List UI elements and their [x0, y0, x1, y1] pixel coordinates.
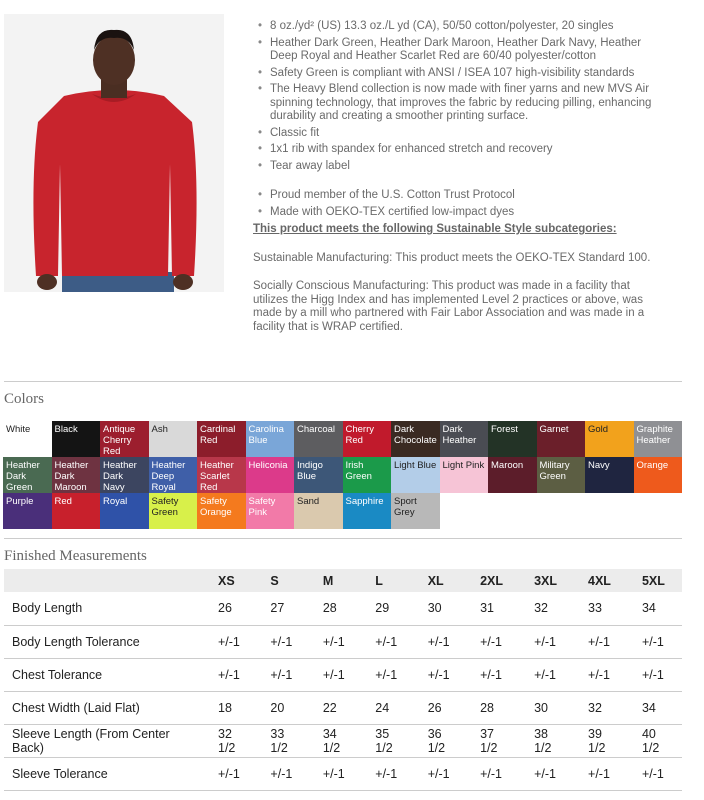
measurements-title: Finished Measurements — [4, 548, 147, 564]
measurement-value: 18 — [204, 691, 256, 724]
feature-item: • Classic fit — [253, 127, 653, 141]
measurement-value: +/-1 — [309, 625, 361, 658]
color-swatch[interactable]: Dark Chocolate — [391, 421, 440, 457]
color-swatch[interactable]: Light Pink — [440, 457, 489, 493]
size-header-cell: 5XL — [628, 569, 682, 592]
color-swatch[interactable]: Indigo Blue — [294, 457, 343, 493]
measurement-value: +/-1 — [256, 757, 308, 790]
color-swatch[interactable]: Heather Scarlet Red — [197, 457, 246, 493]
color-swatch[interactable]: Irish Green — [343, 457, 392, 493]
table-row — [4, 625, 682, 658]
color-swatch[interactable]: Royal — [100, 493, 149, 529]
measurement-value: 37 1/2 — [466, 724, 520, 757]
measurement-value: 32 1/2 — [204, 724, 256, 757]
sustainable-manufacturing-text: Sustainable Manufacturing: This product meets the OEKO-TEX Standard 100. — [253, 251, 651, 264]
measurement-value: 28 — [466, 691, 520, 724]
measurement-label: Sleeve Tolerance — [4, 757, 204, 790]
measurement-value: +/-1 — [520, 625, 574, 658]
measurement-label: Sleeve Length (From Center Back) — [4, 724, 204, 757]
model-illustration — [4, 14, 224, 292]
color-swatch[interactable]: Heliconia — [246, 457, 295, 493]
measurement-value: +/-1 — [204, 625, 256, 658]
measurement-value: 28 — [309, 592, 361, 625]
color-swatch[interactable]: Sand — [294, 493, 343, 529]
color-swatch-grid — [3, 421, 682, 529]
measurement-label: Chest Width (Laid Flat) — [4, 691, 204, 724]
color-swatch[interactable]: Ash — [149, 421, 198, 457]
certification-item: • Proud member of the U.S. Cotton Trust Protocol — [253, 189, 653, 203]
color-swatch[interactable]: Heather Dark Green — [3, 457, 52, 493]
measurement-value: 40 1/2 — [628, 724, 682, 757]
measurement-value: 20 — [256, 691, 308, 724]
measurement-value: +/-1 — [466, 625, 520, 658]
measurement-value: +/-1 — [204, 757, 256, 790]
color-swatch[interactable]: Gold — [585, 421, 634, 457]
sustainable-heading: This product meets the following Sustainable Style subcategories: — [253, 223, 617, 235]
color-swatch[interactable]: Light Blue — [391, 457, 440, 493]
feature-item: • Tear away label — [253, 160, 653, 174]
feature-item: • Heather Dark Green, Heather Dark Maroon, Heather Dark Navy, Heather Deep Royal and Heather Scarlet Red are 60/40 polyester/cotton — [253, 37, 653, 64]
measurement-value: 30 — [520, 691, 574, 724]
measurement-value: 22 — [309, 691, 361, 724]
size-header-cell: 3XL — [520, 569, 574, 592]
color-swatch[interactable]: Orange — [634, 457, 683, 493]
measurement-label: Chest Tolerance — [4, 658, 204, 691]
color-swatch[interactable]: Antique Cherry Red — [100, 421, 149, 457]
color-swatch[interactable]: Red — [52, 493, 101, 529]
feature-list — [253, 20, 653, 173]
color-swatch[interactable]: Charcoal — [294, 421, 343, 457]
measurement-value: 34 — [628, 592, 682, 625]
measurement-value: 30 — [414, 592, 466, 625]
measurement-value: +/-1 — [574, 658, 628, 691]
measurement-value: 36 1/2 — [414, 724, 466, 757]
measurement-value: +/-1 — [204, 658, 256, 691]
size-header-row — [4, 569, 682, 592]
table-row — [4, 691, 682, 724]
size-header-cell: XL — [414, 569, 466, 592]
measurement-label: Body Length Tolerance — [4, 625, 204, 658]
measurement-value: +/-1 — [361, 625, 413, 658]
color-swatch[interactable]: Forest — [488, 421, 537, 457]
color-swatch[interactable]: White — [3, 421, 52, 457]
measurement-value: 26 — [414, 691, 466, 724]
measurement-value: 39 1/2 — [574, 724, 628, 757]
measurement-value: +/-1 — [520, 658, 574, 691]
measurements-table — [4, 569, 682, 791]
size-header-cell: M — [309, 569, 361, 592]
size-header-cell: XS — [204, 569, 256, 592]
measurement-value: +/-1 — [628, 625, 682, 658]
color-swatch[interactable]: Military Green — [537, 457, 586, 493]
size-header-cell: 4XL — [574, 569, 628, 592]
color-swatch[interactable]: Safety Orange — [197, 493, 246, 529]
header-blank-cell — [4, 569, 204, 592]
measurement-value: 33 1/2 — [256, 724, 308, 757]
measurement-value: +/-1 — [309, 658, 361, 691]
color-swatch[interactable]: Cardinal Red — [197, 421, 246, 457]
measurement-value: +/-1 — [256, 625, 308, 658]
color-swatch[interactable]: Graphite Heather — [634, 421, 683, 457]
color-swatch[interactable]: Sport Grey — [391, 493, 440, 529]
measurement-value: 31 — [466, 592, 520, 625]
color-swatch[interactable]: Dark Heather — [440, 421, 489, 457]
divider — [4, 538, 682, 539]
measurement-value: +/-1 — [414, 757, 466, 790]
measurement-value: 26 — [204, 592, 256, 625]
measurement-value: +/-1 — [361, 658, 413, 691]
certification-item: • Made with OEKO-TEX certified low-impact dyes — [253, 206, 653, 220]
measurement-value: 32 — [520, 592, 574, 625]
color-swatch[interactable]: Heather Dark Navy — [100, 457, 149, 493]
table-row — [4, 724, 682, 757]
measurement-value: +/-1 — [256, 658, 308, 691]
color-swatch[interactable]: Black — [52, 421, 101, 457]
measurement-value: 38 1/2 — [520, 724, 574, 757]
color-swatch[interactable]: Heather Dark Maroon — [52, 457, 101, 493]
feature-item: • Safety Green is compliant with ANSI / ISEA 107 high-visibility standards — [253, 67, 653, 81]
divider — [4, 381, 682, 382]
measurement-value: +/-1 — [466, 757, 520, 790]
color-swatch[interactable]: Garnet — [537, 421, 586, 457]
socially-conscious-text: Socially Conscious Manufacturing: This product was made in a facility that utilizes the Higg Index and has implemented Level 2 practices or above, was made by a mill who partnered with Fair Labor Association and was made in a facility that is WRAP certified. — [253, 280, 645, 333]
color-swatch[interactable]: Maroon — [488, 457, 537, 493]
measurement-value: +/-1 — [414, 658, 466, 691]
color-swatch[interactable]: Cherry Red — [343, 421, 392, 457]
measurement-value: 27 — [256, 592, 308, 625]
color-swatch[interactable]: Purple — [3, 493, 52, 529]
color-swatch[interactable]: Safety Pink — [246, 493, 295, 529]
product-photo — [4, 14, 224, 292]
measurement-value: +/-1 — [574, 625, 628, 658]
product-details — [253, 20, 653, 349]
measurement-value: 24 — [361, 691, 413, 724]
table-row — [4, 757, 682, 790]
measurement-value: +/-1 — [466, 658, 520, 691]
measurement-value: 33 — [574, 592, 628, 625]
measurement-value: 34 1/2 — [309, 724, 361, 757]
measurement-label: Body Length — [4, 592, 204, 625]
color-swatch[interactable]: Carolina Blue — [246, 421, 295, 457]
size-header-cell: 2XL — [466, 569, 520, 592]
measurement-value: 29 — [361, 592, 413, 625]
color-swatch[interactable]: Navy — [585, 457, 634, 493]
certification-list — [253, 189, 653, 219]
measurement-value: 32 — [574, 691, 628, 724]
measurement-value: 35 1/2 — [361, 724, 413, 757]
table-row — [4, 658, 682, 691]
measurement-value: +/-1 — [414, 625, 466, 658]
measurement-value: +/-1 — [574, 757, 628, 790]
feature-item: • The Heavy Blend collection is now made with finer yarns and new MVS Air spinning technology, that improves the fabric by reducing pilling, enhancing durability and creating a smoother printing surface. — [253, 83, 653, 124]
measurement-value: +/-1 — [628, 757, 682, 790]
measurement-value: 34 — [628, 691, 682, 724]
size-header-cell: L — [361, 569, 413, 592]
table-row — [4, 592, 682, 625]
color-swatch[interactable]: Safety Green — [149, 493, 198, 529]
feature-item: • 8 oz./yd² (US) 13.3 oz./L yd (CA), 50/50 cotton/polyester, 20 singles — [253, 20, 653, 34]
measurement-value: +/-1 — [628, 658, 682, 691]
size-header-cell: S — [256, 569, 308, 592]
measurement-value: +/-1 — [520, 757, 574, 790]
feature-item: • 1x1 rib with spandex for enhanced stretch and recovery — [253, 143, 653, 157]
measurement-value: +/-1 — [361, 757, 413, 790]
colors-title: Colors — [4, 391, 45, 407]
measurement-value: +/-1 — [309, 757, 361, 790]
color-swatch[interactable]: Sapphire — [343, 493, 392, 529]
color-swatch[interactable]: Heather Deep Royal — [149, 457, 198, 493]
